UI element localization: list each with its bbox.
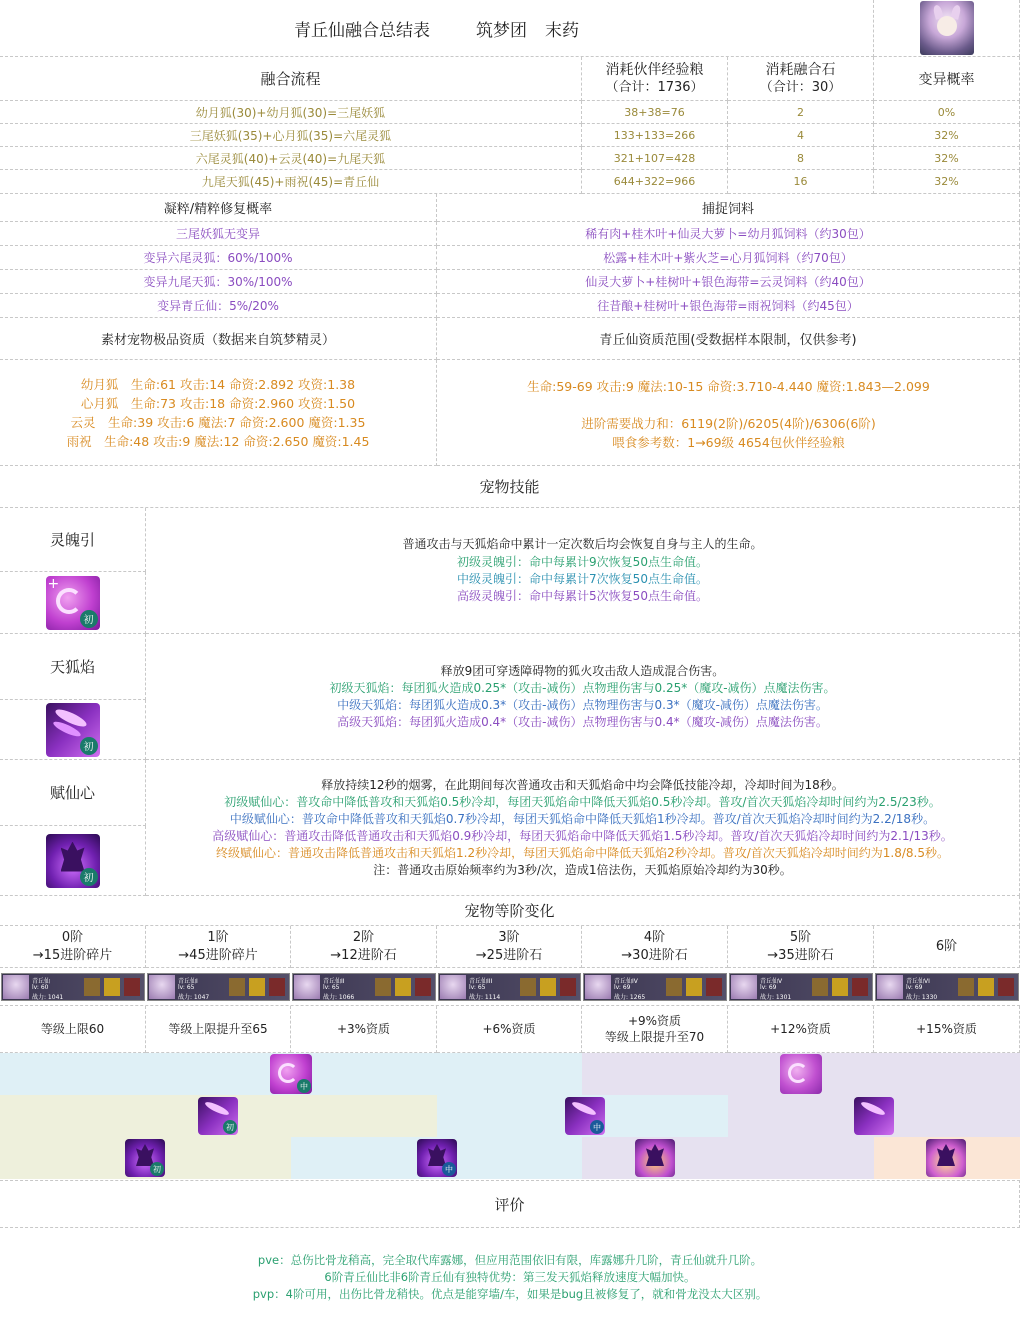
fusion-row-exp: 321+107=428 <box>582 147 728 170</box>
range-feed: 喂食参考数：1→69级 4654包伙伴经验粮 <box>612 435 845 450</box>
thumb-power: 战力: 1041 <box>32 994 64 1001</box>
stage-requirement: →25进阶石 <box>475 947 543 963</box>
range-power: 进阶需要战力和：6119(2阶)/6205(4阶)/6306(6阶) <box>581 416 876 431</box>
smoke-skill-icon <box>417 1139 457 1177</box>
soul-skill-icon <box>780 1054 822 1094</box>
skill-icon-cell <box>0 826 146 896</box>
tier-badge: 初 <box>80 868 98 886</box>
feed-row: 往昔酿+桂树叶+银色海带=雨祝饲料（约45包） <box>437 294 1020 318</box>
stage-requirement: →35进阶石 <box>767 947 834 963</box>
skill-icon-cell <box>0 572 146 634</box>
repair-header: 凝粹/精粹修复概率 <box>0 194 437 222</box>
stage-requirement: →45进阶碎片 <box>178 947 258 963</box>
stage-effect-line: 等级上限60 <box>40 1022 105 1036</box>
repair-row: 变异六尾灵狐：60%/100% <box>0 246 437 270</box>
band-smoke-3 <box>582 1137 874 1179</box>
exp-header-label: 消耗伙伴经验粮 <box>605 61 704 78</box>
avatar <box>920 1 974 55</box>
exp-header <box>582 57 728 101</box>
thumb-name: 青丘仙IV <box>614 978 638 985</box>
material-item: 心月狐 生命:73 攻击:18 命资:2.960 攻资:1.50 <box>80 395 356 411</box>
stage-label: 0阶 <box>61 929 84 945</box>
fox-fire-icon <box>198 1097 238 1135</box>
fusion-row-mut: 32% <box>874 147 1020 170</box>
review-line: pvp：4阶可用，出伤比骨龙稍快。优点是能穿墙/车，如果是bug且被修复了，就和骨龙没太大区别。 <box>252 1287 768 1301</box>
fusion-row-process: 九尾天狐(45)+雨祝(45)=青丘仙 <box>0 170 582 194</box>
stage-effect-line: +12%资质 <box>770 1022 831 1036</box>
thumb-power: 战力: 1114 <box>469 994 501 1001</box>
feed-header: 捕捉饲料 <box>437 194 1020 222</box>
stage-effect-line: 等级上限提升至70 <box>604 1030 705 1044</box>
thumb-name: 青丘仙VI <box>906 978 930 985</box>
stone-header-total: （合计：30） <box>759 79 842 95</box>
thumb-power: 战力: 1066 <box>323 994 355 1001</box>
skill-level: 高级灵魄引：命中每累计5次恢复50点生命值。 <box>457 589 708 603</box>
group-name: 筑梦团 <box>476 20 527 41</box>
stone-header-label: 消耗融合石 <box>765 61 836 78</box>
thumb-name: 青丘仙 <box>32 978 51 985</box>
stage-label: 5阶 <box>789 929 812 945</box>
feed-row: 仙灵大萝卜+桂树叶+银色海带=云灵饲料（约40包） <box>437 270 1020 294</box>
fusion-row-mut: 0% <box>874 101 1020 124</box>
review-header: 评价 <box>0 1180 1020 1228</box>
mutation-header: 变异概率 <box>874 57 1020 101</box>
material-item: 雨祝 生命:48 攻击:9 魔法:12 命资:2.650 魔资:1.45 <box>66 433 370 449</box>
fusion-row-mut: 32% <box>874 124 1020 147</box>
skill-desc <box>146 508 1020 634</box>
thumb-power: 战力: 1301 <box>760 994 792 1001</box>
stage-label: 2阶 <box>352 929 375 945</box>
tier-badge: 中 <box>442 1162 456 1176</box>
fusion-row-exp: 644+322=966 <box>582 170 728 194</box>
thumb-name: 青丘仙I <box>178 978 198 985</box>
thumb-level: lv: 60 <box>32 984 49 991</box>
stage-effect <box>874 1006 1020 1053</box>
tier-badge: 初 <box>80 610 98 628</box>
materials-list <box>0 360 437 466</box>
repair-row: 变异九尾天狐：30%/100% <box>0 270 437 294</box>
fox-fire-icon <box>854 1097 894 1135</box>
tier-badge: 初 <box>223 1120 237 1134</box>
thumb-level: lv: 65 <box>178 984 195 991</box>
stage-requirement: →15进阶碎片 <box>32 947 113 963</box>
avatar-cell <box>874 0 1020 57</box>
review-body <box>0 1252 1020 1303</box>
skill-level: 中级天狐焰：每团狐火造成0.3*（攻击-减伤）点物理伤害与0.3*（魔攻-减伤）点魔法伤害。 <box>337 697 828 712</box>
skill-icon-cell <box>0 700 146 760</box>
range-header: 青丘仙资质范围(受数据样本限制，仅供参考) <box>437 318 1020 360</box>
stage-header <box>437 926 582 968</box>
thumb-name: 青丘仙II <box>323 978 345 985</box>
skill-desc <box>146 760 1020 896</box>
fusion-row-exp: 38+38=76 <box>582 101 728 124</box>
stage-header <box>728 926 874 968</box>
stage-requirement: →12进阶石 <box>330 947 397 963</box>
skill-level: 中级灵魄引：命中每累计7次恢复50点生命值。 <box>457 572 708 586</box>
fusion-row-stone: 16 <box>728 170 874 194</box>
materials-header: 素材宠物极品资质（数据来自筑梦精灵） <box>0 318 437 360</box>
skill-name: 灵魄引 <box>0 508 146 572</box>
fusion-row-process: 三尾妖狐(35)+心月狐(35)=六尾灵狐 <box>0 124 582 147</box>
thumb-level: lv: 69 <box>760 984 777 991</box>
fusion-row-process: 幼月狐(30)+幼月狐(30)=三尾妖狐 <box>0 101 582 124</box>
stone-header <box>728 57 874 101</box>
stage-requirement: →30进阶石 <box>621 947 688 963</box>
fusion-row-exp: 133+133=266 <box>582 124 728 147</box>
thumb-power: 战力: 1330 <box>906 994 938 1001</box>
thumb-name: 青丘仙V <box>760 978 783 985</box>
thumb-name: 青丘仙III <box>469 978 493 985</box>
stage-header <box>874 926 1020 968</box>
fusion-row-stone: 4 <box>728 124 874 147</box>
thumb-level: lv: 65 <box>469 984 486 991</box>
skill-summary: 释放持续12秒的烟雾，在此期间每次普通攻击和天狐焰命中均会降低技能冷却，冷却时间为18秒。 <box>321 777 844 792</box>
stage-label: 6阶 <box>935 938 958 954</box>
tier-badge: 中 <box>297 1079 311 1093</box>
thumb-level: lv: 65 <box>323 984 340 991</box>
tier-badge: 初 <box>150 1162 164 1176</box>
material-item: 云灵 生命:39 攻击:6 魔法:7 命资:2.600 魔资:1.35 <box>70 414 366 430</box>
repair-row: 变异青丘仙：5%/20% <box>0 294 437 318</box>
skill-level: 高级赋仙心：普通攻击降低普通攻击和天狐焰0.9秒冷却，每团天狐焰命中降低天狐焰1.5秒冷却。普攻/首次天狐焰冷却时间约为2.1/13秒。 <box>212 828 953 843</box>
author-name: 末药 <box>545 20 579 41</box>
stage-header <box>0 926 146 968</box>
stage-effect <box>146 1006 291 1053</box>
stages-header: 宠物等阶变化 <box>0 896 1020 926</box>
feed-row: 松露+桂木叶+紫火芝=心月狐饲料（约70包） <box>437 246 1020 270</box>
skill-summary: 释放9团可穿透障碍物的狐火攻击敌人造成混合伤害。 <box>440 663 725 678</box>
tier-badge: 中 <box>590 1120 604 1134</box>
fusion-row-stone: 8 <box>728 147 874 170</box>
skill-name: 天狐焰 <box>0 634 146 700</box>
stage-effect <box>728 1006 874 1053</box>
skill-level: 中级赋仙心：普攻命中降低普攻和天狐焰0.7秒冷却，每团天狐焰命中降低天狐焰1秒冷却。普攻/首次天狐焰冷却时间约为2.2/18秒。 <box>229 811 936 826</box>
stage-effect <box>582 1006 728 1053</box>
stage-label: 3阶 <box>498 929 520 945</box>
stage-effect-line: +6%资质 <box>482 1022 536 1036</box>
stage-effect <box>291 1006 437 1053</box>
smoke-skill-icon <box>635 1139 675 1177</box>
stage-effect-line: +9%资质 <box>627 1014 682 1028</box>
skill-desc <box>146 634 1020 760</box>
range-info <box>437 360 1020 466</box>
skill-note: 注：普通攻击原始频率约为3秒/次，造成1倍法伤，天狐焰原始冷却约为30秒。 <box>373 862 792 877</box>
stage-effect-line: 等级上限提升至65 <box>168 1022 268 1036</box>
fox-fire-icon <box>46 703 100 757</box>
thumb-power: 战力: 1047 <box>178 994 210 1001</box>
skill-summary: 普通攻击与天狐焰命中累计一定次数后均会恢复自身与主人的生命。 <box>402 537 763 551</box>
thumb-level: lv: 69 <box>614 984 631 991</box>
stage-effect <box>0 1006 146 1053</box>
smoke-skill-icon <box>46 834 100 888</box>
stage-header <box>146 926 291 968</box>
stage-effect <box>437 1006 582 1053</box>
stage-effect-line: +15%资质 <box>916 1022 977 1036</box>
stage-label: 1阶 <box>207 929 229 945</box>
range-stats: 生命:59-69 攻击:9 魔法:10-15 命资:3.710-4.440 魔资:1.843—2.099 <box>527 379 930 394</box>
skills-header: 宠物技能 <box>0 466 1020 508</box>
skill-level: 终级赋仙心：普通攻击降低普通攻击和天狐焰1.2秒冷却，每团天狐焰命中降低天狐焰2秒冷却。普攻/首次天狐焰冷却时间约为1.8/8.5秒。 <box>216 845 949 860</box>
skill-name: 赋仙心 <box>0 760 146 826</box>
skill-level: 初级灵魄引：命中每累计9次恢复50点生命值。 <box>457 555 708 569</box>
skill-level: 高级天狐焰：每团狐火造成0.4*（攻击-减伤）点物理伤害与0.4*（魔攻-减伤）点魔法伤害。 <box>337 714 828 729</box>
skill-level: 初级天狐焰：每团狐火造成0.25*（攻击-减伤）点物理伤害与0.25*（魔攻-减伤）点魔法伤害。 <box>329 680 836 695</box>
smoke-skill-icon <box>926 1139 966 1177</box>
stage-header <box>582 926 728 968</box>
tier-badge: 初 <box>80 737 98 755</box>
material-item: 幼月狐 生命:61 攻击:14 命资:2.892 攻资:1.38 <box>80 376 356 392</box>
repair-row: 三尾妖狐无变异 <box>0 222 437 246</box>
title-bar <box>0 0 874 57</box>
soul-skill-icon: + 初 <box>46 576 100 630</box>
feed-row: 稀有肉+桂木叶+仙灵大萝卜=幼月狐饲料（约30包） <box>437 222 1020 246</box>
page-title: 青丘仙融合总结表 <box>294 20 430 41</box>
stage-effect-line: +3%资质 <box>336 1022 391 1036</box>
thumb-level: lv: 69 <box>906 984 923 991</box>
skill-level: 初级赋仙心：普攻命中降低普攻和天狐焰0.5秒冷却，每团天狐焰命中降低天狐焰0.5秒冷却。普攻/首次天狐焰冷却时间约为2.5/23秒。 <box>224 794 941 809</box>
fusion-row-stone: 2 <box>728 101 874 124</box>
fusion-process-header: 融合流程 <box>0 57 582 101</box>
review-line: pve：总伤比骨龙稍高，完全取代库露娜，但应用范围依旧有限，库露娜升几阶，青丘仙就升几阶。 <box>257 1253 763 1267</box>
stage-label: 4阶 <box>643 929 666 945</box>
thumb-power: 战力: 1265 <box>614 994 646 1001</box>
fusion-row-mut: 32% <box>874 170 1020 194</box>
exp-header-total: （合计：1736） <box>605 79 704 95</box>
fox-fire-icon <box>565 1097 605 1135</box>
smoke-skill-icon <box>125 1139 165 1177</box>
review-line: 6阶青丘仙比非6阶青丘仙有独特优势：第三发天狐焰释放速度大幅加快。 <box>324 1270 696 1284</box>
stage-header <box>291 926 437 968</box>
stage-thumbs-row <box>0 968 1020 1006</box>
fusion-row-process: 六尾灵狐(40)+云灵(40)=九尾天狐 <box>0 147 582 170</box>
soul-skill-icon <box>270 1054 312 1094</box>
